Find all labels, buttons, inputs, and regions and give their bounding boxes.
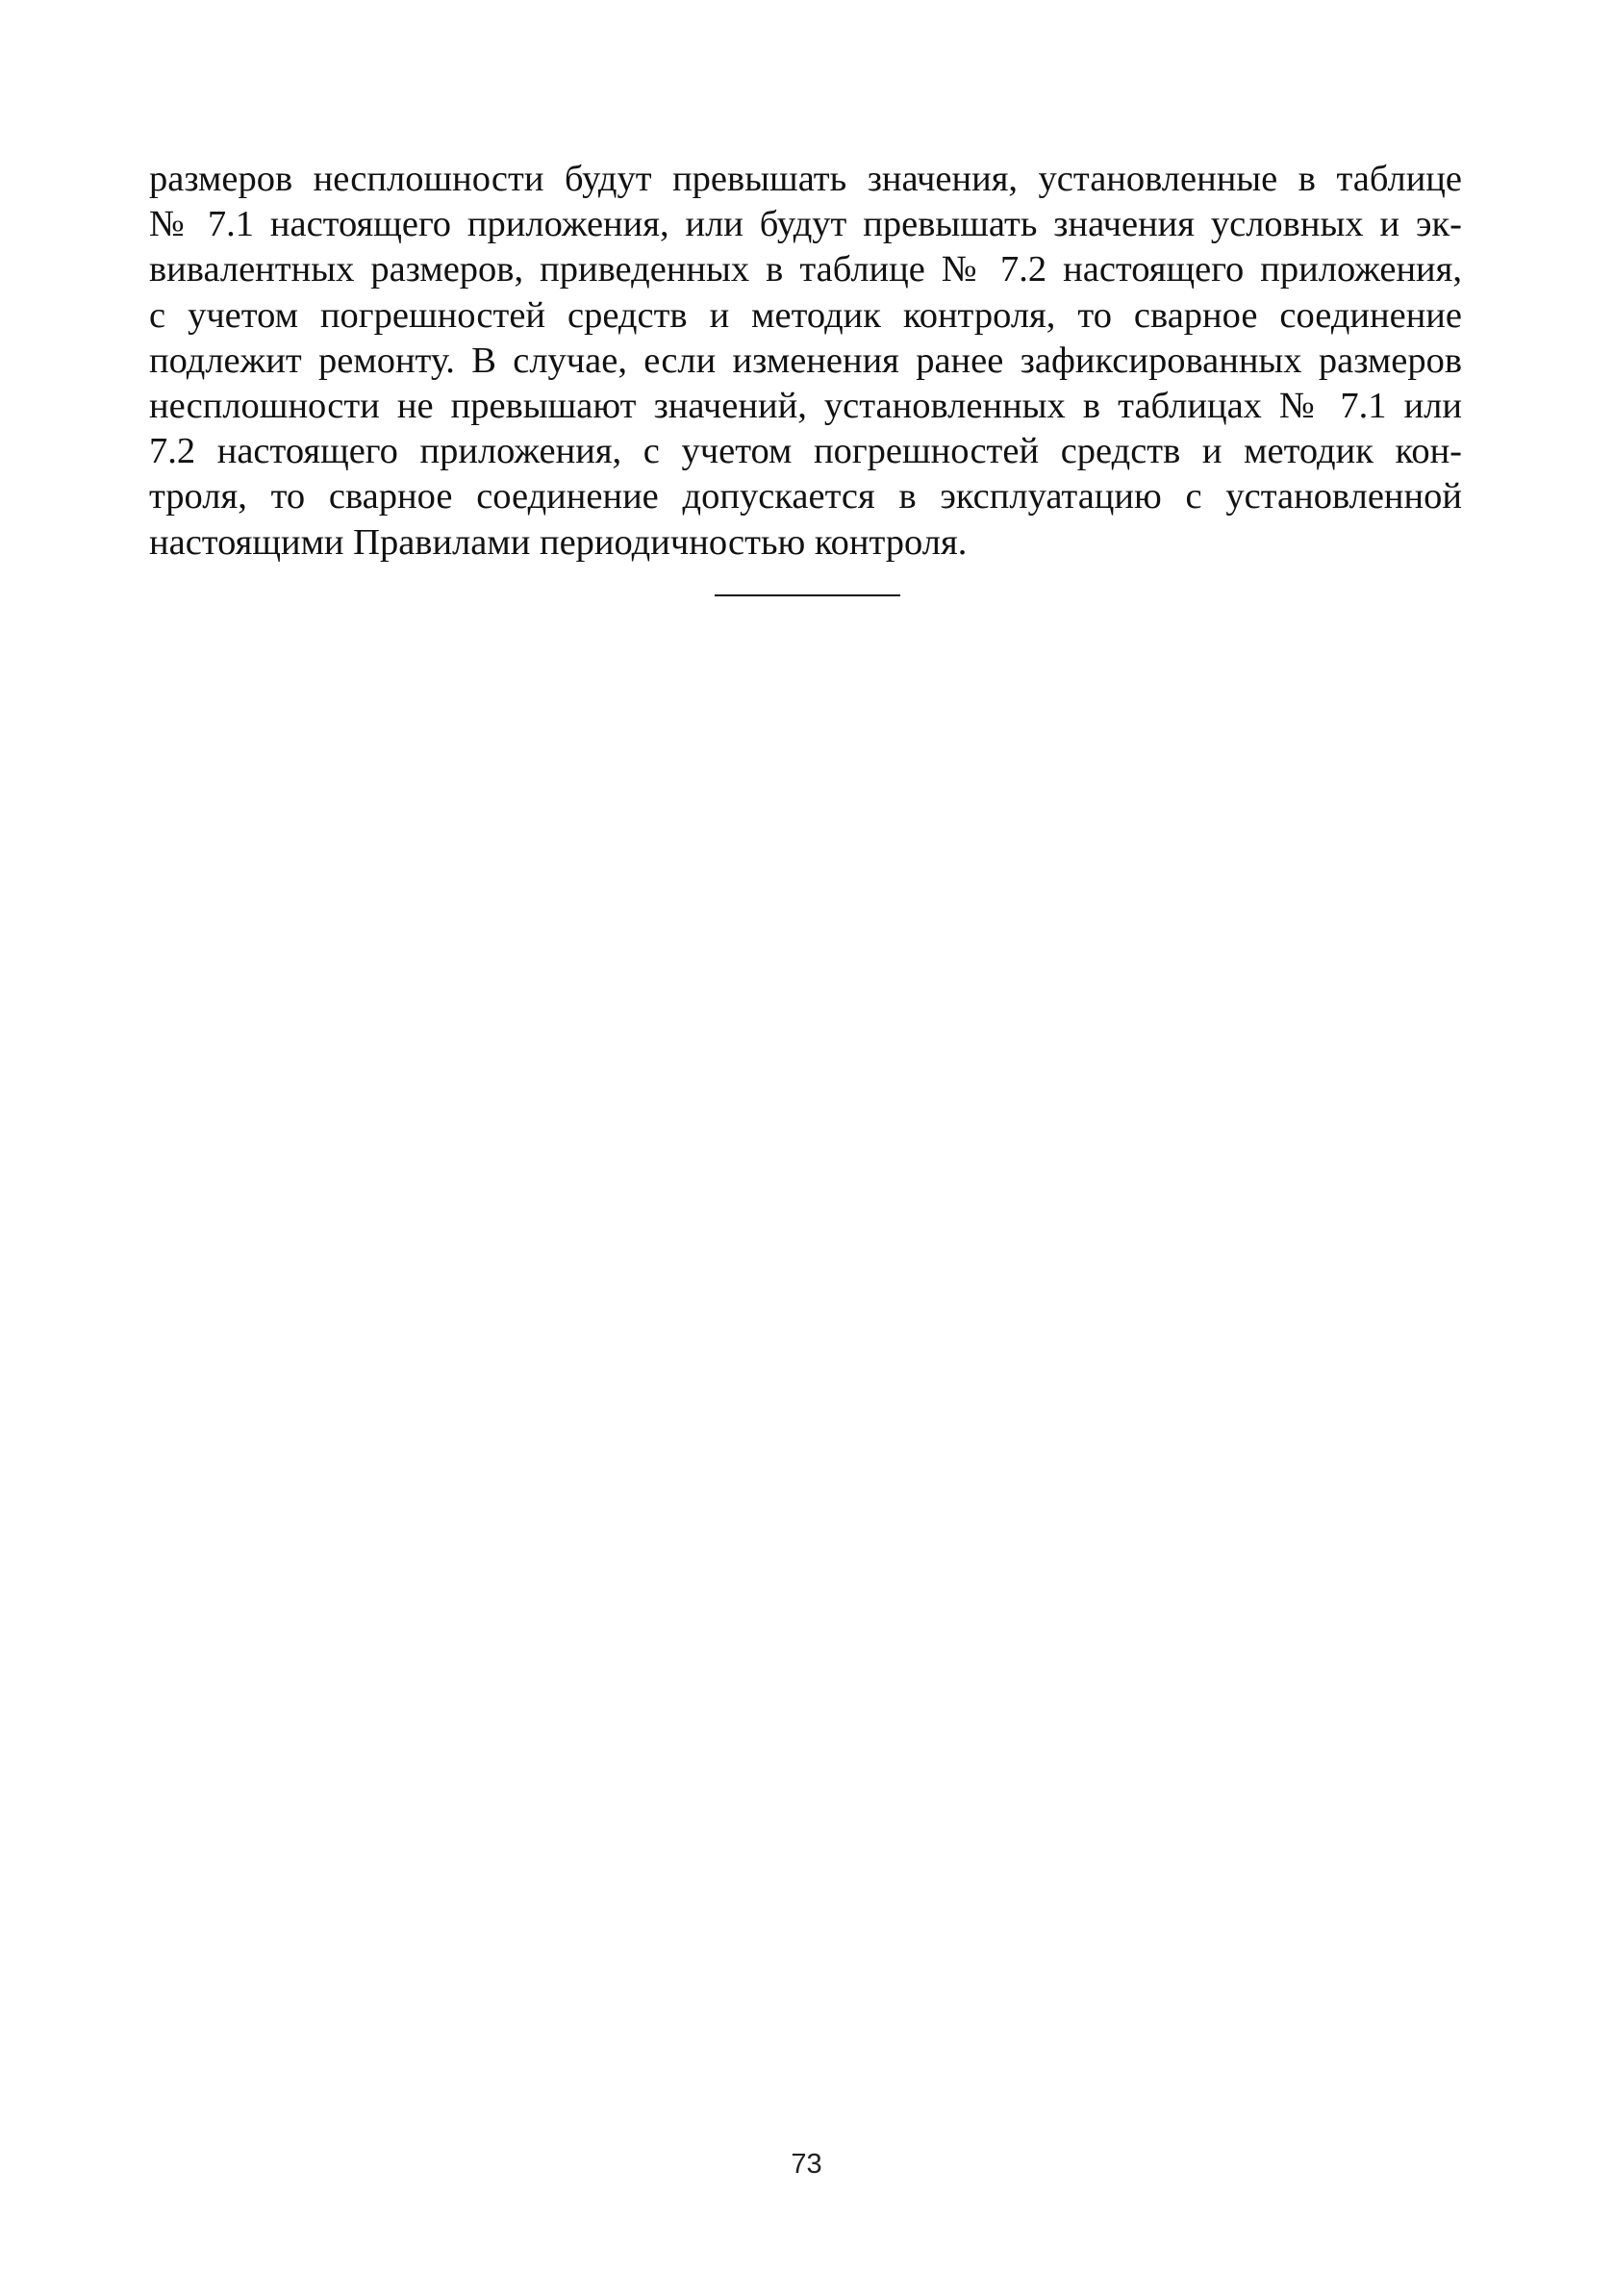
end-of-section-rule [715, 594, 900, 596]
text-line: № 7.1 настоящего приложения, или будут превышать значения условных и эк- [149, 204, 1462, 245]
body-paragraph [149, 157, 1462, 566]
text-line: вивалентных размеров, приведенных в таблице № 7.2 настоящего приложения, [149, 249, 1462, 290]
text-line: 7.2 настоящего приложения, с учетом погрешностей средств и методик кон- [149, 431, 1462, 472]
text-line: с учетом погрешностей средств и методик контроля, то сварное соединение [149, 294, 1462, 336]
text-line: троля, то сварное соединение допускается в эксплуатацию с установленной [149, 476, 1462, 517]
page-number: 73 [791, 2149, 822, 2180]
text-line: настоящими Правилами периодичностью контроля. [149, 521, 968, 563]
text-line: размеров несплошности будут превышать значения, установленные в таблице [149, 159, 1462, 199]
text-line: подлежит ремонту. В случае, если изменения ранее зафиксированных размеров [149, 340, 1462, 381]
text-line: несплошности не превышают значений, установленных в таблицах № 7.1 или [149, 385, 1462, 426]
